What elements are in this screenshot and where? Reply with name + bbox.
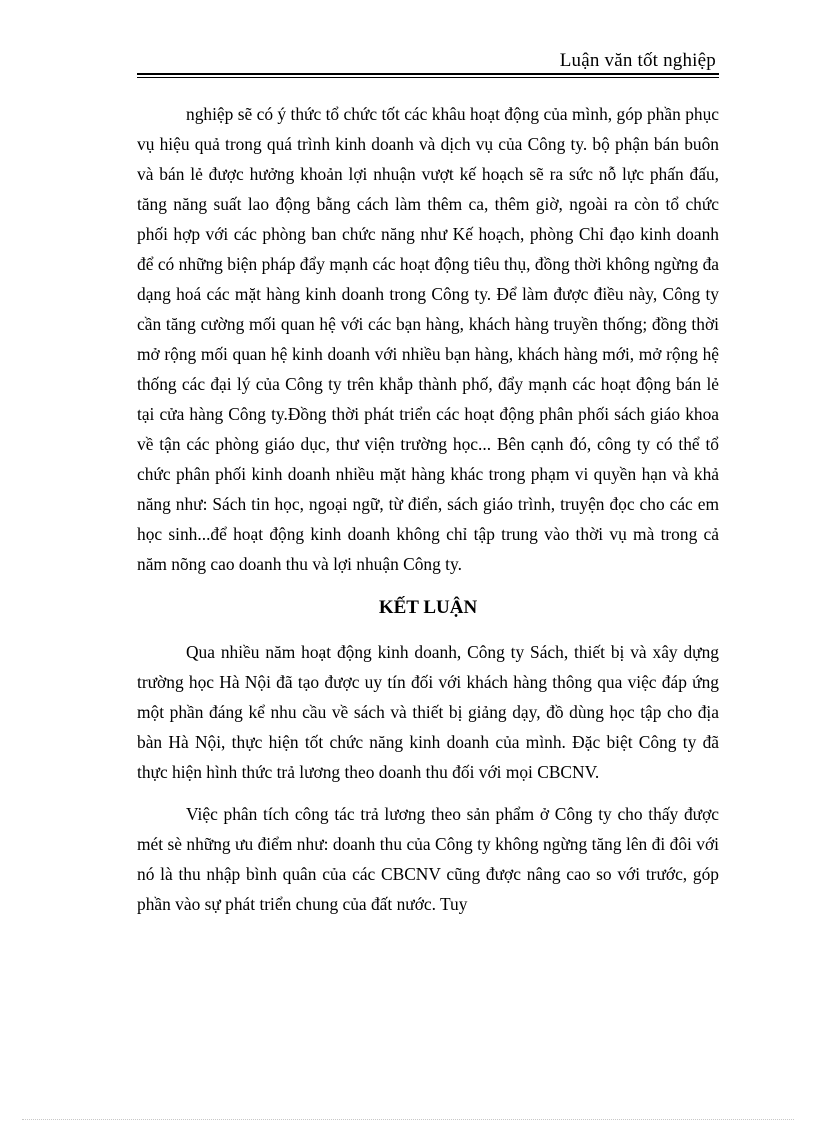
page-bottom-border xyxy=(22,1119,794,1120)
conclusion-paragraph-1: Qua nhiều năm hoạt động kinh doanh, Công ty Sách, thiết bị và xây dựng trường học Hà Nội đã tạo được uy tín đối với khách hàng thông qua việc đáp ứng một phần đáng kể nhu cầu về sách và thiết bị giảng dạy, đồ dùng học tập cho địa bàn Hà Nội, thực hiện tốt chức năng kinh doanh của mình. Đặc biệt Công ty đã thực hiện hình thức trả lương theo doanh thu đối với mọi CBCNV. xyxy=(137,642,719,782)
header-rule-thick xyxy=(137,73,719,75)
continued-paragraph: nghiệp sẽ có ý thức tổ chức tốt các khâu hoạt động của mình, góp phần phục vụ hiệu quả trong quá trình kinh doanh và dịch vụ của Công ty. bộ phận bán buôn và bán lẻ được hưởng khoản lợi nhuận vượt kế hoạch sẽ ra sức nỗ lực phấn đấu, tăng năng suất lao động bằng cách làm thêm ca, thêm giờ, ngoài ra còn tổ chức phối hợp với các phòng ban chức năng như Kế hoạch, phòng Chỉ đạo kinh doanh để có những biện pháp đẩy mạnh các hoạt động tiêu thụ, đồng thời không ngừng đa dạng hoá các mặt hàng kinh doanh trong Công ty. Để làm được điều này, Công ty cần tăng cường mối quan hệ với các bạn hàng, khách hàng truyền thống; đồng thời mở rộng mối quan hệ kinh doanh với nhiều bạn hàng, khách hàng mới, mở rộng hệ thống các đại lý của Công ty trên khắp thành phố, đẩy mạnh các hoạt động bán lẻ tại cửa hàng Công ty.Đồng thời phát triển các hoạt động phân phối sách giáo khoa về tận các phòng giáo dục, thư viện trường học... Bên cạnh đó, công ty có thể tổ chức phân phối kinh doanh nhiều mặt hàng khác trong phạm vi quyền hạn và khả năng như: Sách tin học, ngoại ngữ, từ điển, sách giáo trình, truyện đọc cho các em học sinh...để hoạt động kinh doanh không chỉ tập trung vào thời vụ mà trong cả năm nõng cao doanh thu và lợi nhuận Công ty. xyxy=(137,104,719,574)
document-body xyxy=(137,99,719,919)
paragraph-gap xyxy=(137,787,719,799)
header-rule-thin xyxy=(137,77,719,78)
conclusion-paragraph-2: Việc phân tích công tác trả lương theo sản phẩm ở Công ty cho thấy được mét sè những ưu điểm như: doanh thu của Công ty không ngừng tăng lên đi đôi với nó là thu nhập bình quân của các CBCNV cũng được nâng cao so với trước, góp phần vào sự phát triển chung của đất nước. Tuy xyxy=(137,804,719,914)
section-heading: KẾT LUẬN xyxy=(378,597,478,618)
running-header-title: Luận văn tốt nghiệp xyxy=(559,50,716,71)
